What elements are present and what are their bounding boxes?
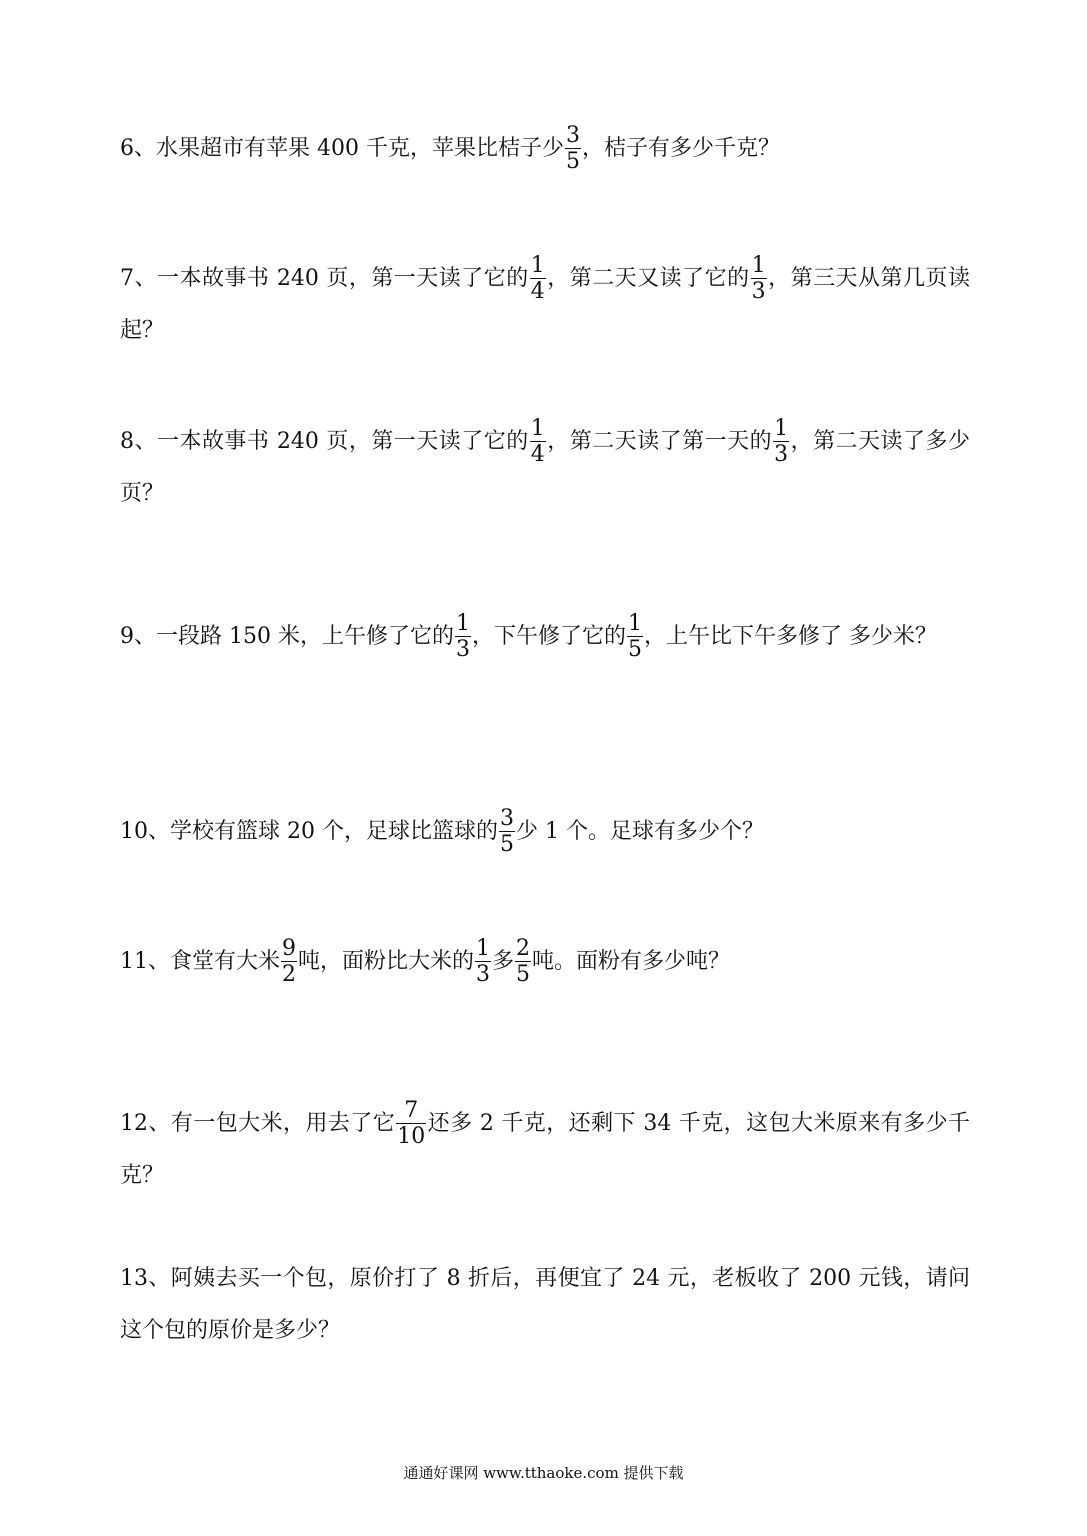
fraction-numerator: 9 [282,936,296,961]
fraction [627,613,643,661]
fraction-denominator: 3 [751,279,766,304]
fraction-numerator: 3 [499,806,514,831]
footer-credit: 通通好课网 www.tthaoke.com 提供下载 [403,1464,684,1482]
fraction-denominator: 5 [516,962,531,987]
problem-text: 10、学校有篮球 20 个，足球比篮球的 [120,819,498,844]
fraction-numerator: 1 [774,416,789,441]
fraction [530,255,546,303]
fraction [475,938,491,986]
fraction-denominator: 3 [455,637,470,662]
problem-10 [120,806,970,858]
fraction-denominator: 10 [397,1124,426,1149]
fraction-denominator: 3 [774,442,789,467]
fraction-numerator: 1 [530,253,545,278]
fraction-denominator: 4 [530,442,545,467]
fraction-denominator: 3 [476,962,491,987]
problem-text: 吨，面粉比大米的 [298,949,475,974]
problem-text: 多 [492,949,515,974]
problem-text: 8、一本故事书 240 页，第一天读了它的 [120,429,529,454]
fraction-denominator: 2 [282,962,296,987]
problem-text: ，第二天又读了它的 [546,266,750,291]
problem-text: 少 1 个。足球有多少个？ [515,819,764,844]
problem-text: ，上午比下午多修了 多少米？ [644,624,937,649]
problem-12 [120,1098,970,1202]
fraction-numerator: 2 [516,936,531,961]
problem-text: 7、一本故事书 240 页，第一天读了它的 [120,266,529,291]
fraction-numerator: 3 [565,123,580,148]
fraction [530,418,546,466]
problem-9 [120,611,970,663]
fraction [515,938,531,986]
fraction-numerator: 7 [396,1100,426,1124]
problem-text: ，第三天从第几页读起？ [120,266,970,343]
problem-13 [120,1253,970,1357]
fraction-denominator: 5 [499,832,514,857]
fraction [281,938,297,986]
problem-8 [120,416,970,520]
problem-text: ，桔子有多少千克？ [581,136,780,161]
problem-text: ，第二天读了多少页？ [120,429,970,506]
problem-11 [120,936,970,988]
problem-text: 13、阿姨去买一个包，原价打了 8 折后，再便宜了 24 元，老板收了 200 元钱，请问这个包的原价是多少？ [120,1266,970,1343]
fraction-numerator: 1 [530,416,545,441]
fraction-numerator: 1 [476,936,491,961]
fraction-numerator: 1 [628,611,642,636]
problem-text: ，下午修了它的 [471,624,626,649]
problem-6 [120,123,970,175]
fraction [499,808,515,856]
fraction-denominator: 4 [530,279,545,304]
fraction-numerator: 1 [751,253,766,278]
fraction [751,255,767,303]
problem-text: 11、食堂有大米 [120,949,280,974]
problem-text: ，第二天读了第一天的 [546,429,773,454]
fraction-numerator: 1 [455,611,470,636]
fraction-denominator: 5 [628,637,642,662]
problem-text: 6、水果超市有苹果 400 千克，苹果比桔子少 [120,136,564,161]
problem-text: 9、一段路 150 米，上午修了它的 [120,624,454,649]
fraction [455,613,471,661]
problem-text: 还多 2 千克，还剩下 34 千克，这包大米原来有多少千克？ [120,1111,971,1188]
problem-text: 12、有一包大米，用去了它 [120,1111,396,1136]
problem-7 [120,253,970,357]
fraction-denominator: 5 [565,149,580,174]
problem-text: 吨。面粉有多少吨？ [532,949,731,974]
fraction [396,1100,426,1148]
fraction [773,418,789,466]
fraction [565,125,581,173]
